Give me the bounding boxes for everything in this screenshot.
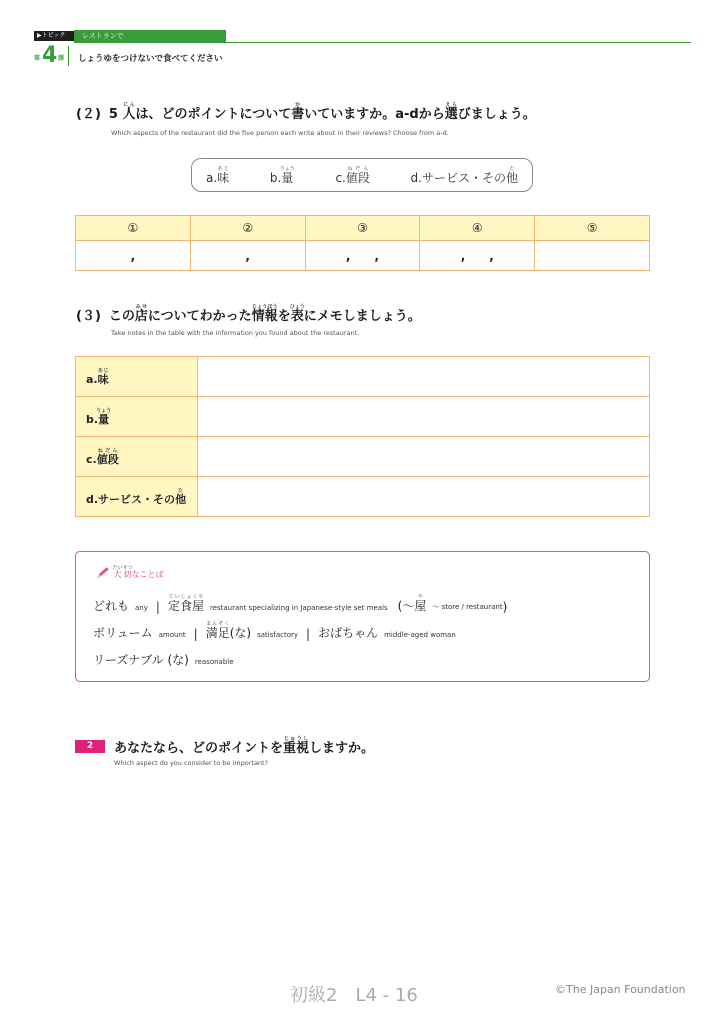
section-2-subtitle: Which aspect do you consider to be important?	[114, 759, 269, 767]
vocab-meaning: satisfactory	[257, 631, 299, 639]
q3-number: (３)	[76, 309, 101, 324]
answer-cell-4[interactable]: , ,	[420, 241, 535, 271]
section-2-number: 2	[75, 740, 105, 753]
vocab-word: ボリューム	[93, 626, 153, 640]
vocab-word: おばちゃん	[318, 626, 379, 640]
vocab-word: (～屋や	[397, 594, 427, 613]
vocab-separator: |	[155, 600, 160, 614]
vocab-word: リーズナブル (な)	[93, 653, 189, 667]
notes-cell-a[interactable]	[198, 357, 650, 397]
vocab-separator: |	[193, 627, 198, 641]
notes-label-a: a.味あじ	[76, 357, 198, 397]
options-box	[191, 158, 533, 192]
header-rule	[74, 42, 691, 43]
vocab-row-1	[93, 594, 507, 614]
q3-title-part: についてわかった	[147, 309, 252, 324]
option-a: a.味あじ	[206, 166, 230, 185]
topic-tag: ▶トピック	[34, 31, 74, 41]
q2-ruby-1: 人にん	[122, 102, 136, 122]
notes-cell-b[interactable]	[198, 397, 650, 437]
q3-ruby-3: 表ひょう	[289, 304, 305, 324]
vocab-heading: 大切たいせつなことば	[95, 565, 164, 580]
notes-cell-c[interactable]	[198, 437, 650, 477]
topic-name: レストランで	[74, 30, 226, 42]
q2-title-part: は、どのポイントについて	[135, 107, 292, 122]
q2-subtitle: Which aspects of the restaurant did the five person each write about in their reviews? Choose from a-d.	[111, 129, 449, 137]
q2-title-part: 5	[108, 107, 118, 122]
q2-ruby-2: 書か	[291, 102, 305, 122]
answer-cell-3[interactable]: , ,	[305, 241, 420, 271]
section-2-title: あなたなら、どのポイントを重視じゅうししますか。	[114, 736, 375, 756]
q2-ruby-3: 選えら	[444, 102, 458, 122]
lesson-title: しょうゆをつけないで食べてください	[78, 54, 223, 64]
option-d: d.サービス・その他た	[410, 166, 518, 185]
q3-ruby-2: 情報じょうほう	[251, 304, 278, 324]
page-number: 初級2 L4 - 16	[290, 985, 418, 1006]
q3-title-part: を	[277, 309, 291, 324]
notes-label-c: c.値段ねだん	[76, 437, 198, 477]
q3-title-part: にメモしましょう。	[303, 309, 421, 324]
vocab-word: どれも	[93, 599, 130, 613]
q3-subtitle: Take notes in the table with the information you found about the restaurant.	[111, 329, 360, 337]
answer-cell-1[interactable]: ,	[76, 241, 191, 271]
notes-label-d: d.サービス・その他た	[76, 477, 198, 517]
lesson-number: 4	[42, 43, 58, 68]
answer-cell-2[interactable]: ,	[190, 241, 305, 271]
answer-header-4: ④	[420, 216, 535, 241]
q2-number: (２)	[76, 107, 101, 122]
lesson-prefix: 第	[34, 55, 41, 62]
vocab-meaning: ～ store / restaurant	[432, 603, 503, 611]
notes-table	[75, 356, 650, 517]
vocab-meaning: middle-aged woman	[384, 631, 456, 639]
answer-table	[75, 215, 650, 271]
answer-header-2: ②	[190, 216, 305, 241]
answer-header-3: ③	[305, 216, 420, 241]
q3-ruby-1: 店みせ	[134, 304, 148, 324]
vocab-paren: )	[502, 600, 508, 614]
answer-header-1: ①	[76, 216, 191, 241]
vocab-word: 定食屋ていしょくや	[167, 594, 204, 613]
q2-title-part: びましょう。	[457, 107, 536, 122]
pencil-icon	[95, 566, 111, 580]
vocab-meaning: any	[135, 604, 148, 612]
vocab-row-2	[93, 621, 456, 641]
lesson-divider	[68, 46, 69, 66]
q3-title-part: この	[108, 309, 135, 324]
vocab-separator: |	[306, 627, 311, 641]
notes-cell-d[interactable]	[198, 477, 650, 517]
vocab-word: 満足まんぞく(な)	[205, 621, 252, 640]
answer-cell-5[interactable]	[535, 241, 650, 271]
lesson-suffix: 課	[58, 55, 65, 62]
option-c: c.値段ねだん	[335, 166, 370, 185]
vocab-meaning: restaurant specializing in Japanese-style set meals	[209, 604, 388, 612]
q3-title	[76, 304, 421, 324]
q2-title-part: いていますか。a-dから	[304, 107, 445, 122]
answer-header-5: ⑤	[535, 216, 650, 241]
copyright: ©The Japan Foundation	[555, 983, 686, 996]
option-b: b.量りょう	[269, 166, 295, 185]
vocab-meaning: reasonable	[194, 658, 234, 666]
vocab-row-3	[93, 651, 234, 668]
vocab-meaning: amount	[158, 631, 186, 639]
q2-title	[76, 102, 536, 122]
notes-label-b: b.量りょう	[76, 397, 198, 437]
